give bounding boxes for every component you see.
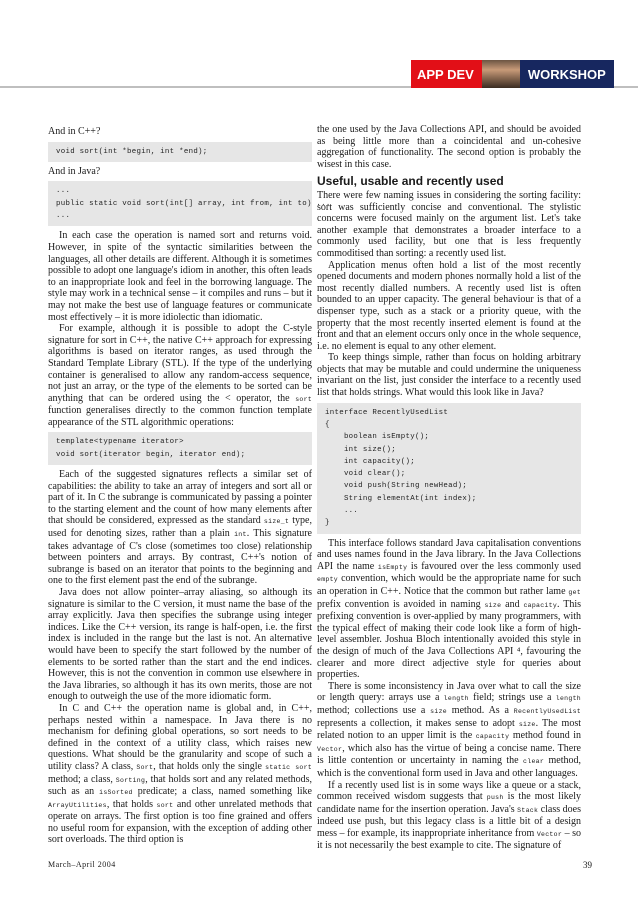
page-number: 39 — [583, 860, 592, 870]
left-column — [48, 124, 331, 846]
paragraph: In each case the operation is named sort and returns void. However, in spite of the syntactic similarities between the languages, all other details are different. Although it is sometimes possible to adopt one language's idiom in another, this often leads to an inappropriate look and feel in the borrowing language. The style may work in a technical sense – it compiles and runs – but it may not make the best use of language features or communicate most effectively – it is more idiolectic than idiomatic. — [48, 230, 312, 323]
paragraph: This interface follows standard Java capitalisation conventions and uses names found in the Java library. In the Java Collections API the name isEmpty is favoured over the less commonly used empty convention, which would be the appropriate name for such an operation in C++. Notice that the common but rather lame get prefix convention is avoided in naming size and capacity. This prefixing convention is over-applied by many programmers, with the typical effect of making their code look like a form of high-level assembler. Joshua Bloch intentionally avoided this style in the design of much of the Java Collections API ⁴, favouring the clearer and more direct adjective style for queries about properties. — [317, 537, 581, 681]
paragraph: In C and C++ the operation name is global and, in C++, perhaps nested within a namespace. In Java there is no mechanism for defining global operations, so sort needs to be defined in the context of a utility class, which raises new questions. What should be the granularity and scope of such a utility class? A class, Sort, that holds only the single static sort method; a class, Sorting, that holds sort and any related methods, such as an isSorted predicate; a class, named something like ArrayUtilities, that holds sort and other unrelated methods that operate on arrays. The first option is too fine grained and offers no useful room for expansion, with the exception of adding other sort overloads. The third option is — [48, 702, 312, 846]
paragraph: Application menus often hold a list of the most recently opened documents and modern phones normally hold a list of the most recently dialled numbers. A recently used list is often bounded to an upper capacity. The general behaviour is that of a dispenser type, such as a stack or a priority queue, with the property that the most recently inserted element is found at the front and that an element occurs only once in the whole sequence, i.e. no element is equal to any other element. — [317, 259, 581, 352]
author-photo-icon — [482, 60, 520, 88]
paragraph: the one used by the Java Collections API, and should be avoided as being little more than a coincidental and un-cohesive aggregation of functionality. The second option is probably the wisest in this case. — [317, 124, 581, 170]
badge-workshop: WORKSHOP — [520, 60, 614, 88]
issue-date: March–April 2004 — [48, 860, 116, 869]
question-cpp: And in C++? — [48, 126, 101, 137]
question-java: And in Java? — [48, 165, 101, 177]
paragraph: For example, although it is possible to adopt the C-style signature for sort in C++, the native C++ approach for expressing algorithms is based on iterator ranges, as used through the Standard Template Library (STL). If the type of the underlying container is generalised to allow any random-access sequence, not just an array, or the type of the elements to be sorted can be anything that can be ordered using the < operator, the sort function generalises directly to the common function template appearance of the STL algorithmic operations: — [48, 323, 312, 428]
code-recently-used-list: interface RecentlyUsedList { boolean isEmpty(); int size(); int capacity(); void clear(); void push(String newHead); String elementAt(int index); ... } — [317, 403, 581, 534]
code-cpp-sort: void sort(int *begin, int *end); — [48, 142, 312, 162]
paragraph: If a recently used list is in some ways like a queue or a stack, common received wisdom suggests that push is the most likely candidate name for the insertion operation. Java's Stack class does indeed use push, but this legacy class is a little bit of a design mess – for example, its inappropriate inheritance from Vector – so it is not necessarily the best example to cite. The signature of — [317, 779, 581, 852]
paragraph: There is some inconsistency in Java over what to call the size or length query: arrays use a length field; strings use a length method; collections use a size method. As a RecentlyUsedList represents a collection, it makes sense to adopt size. The most related notion to an upper limit is the capacity method found in Vector, which also has the virtue of being a concise name. There is little contention or uncertainty in naming the clear method, which is the conventional form used in Java and other languages. — [317, 680, 581, 779]
paragraph: There were few naming issues in considering the sorting facility: sort was sufficiently concise and conventional. The stylistic concerns were focused mainly on the argument list. Let's take another example that demonstrates a broader interface to a commonly used facility, but one that is less frequently commoditised than sorting: a recently used list. — [317, 189, 581, 259]
section-badge — [411, 60, 614, 88]
code-template-sort: template<typename iterator> void sort(iterator begin, iterator end); — [48, 432, 312, 465]
right-column — [317, 124, 581, 852]
badge-app-dev: APP DEV — [411, 60, 482, 88]
paragraph: To keep things simple, rather than focus on holding arbitrary objects that may be mutable and could undermine the uniqueness invariant on the list, just consider the interface to a recently used list that holds strings. What would this look like in Java? — [317, 352, 581, 399]
section-heading: Useful, usable and recently used — [317, 174, 504, 189]
paragraph: Each of the suggested signatures reflects a similar set of capabilities: the ability to take an array of integers and sort all or part of it. In C the subrange is communicated by passing a pointer to the starting element and the count of how many elements after that should be considered, expressed as the standard size_t type, used for denoting sizes, rather than a plain int. This signature takes advantage of C's close (sometimes too close) relationship between pointers and arrays. By contrast, C++'s notion of subrange is based on an iterator that points to the beginning and one to the first element past the end of the subrange. — [48, 469, 312, 587]
code-java-sort: ... public static void sort(int[] array, int from, int to) ... ... — [48, 181, 312, 226]
paragraph: Java does not allow pointer–array aliasing, so although its signature is similar to the C version, it must name the base of the array explicitly. Java then specifies the subrange using integer indices. Like the C++ version, its range is half-open, i.e. the first index is included in the range but the last is not. An alternative would have been to specify the start followed by the number of elements to be sorted rather than the start and the end indices. However, this is not the convention in common use elsewhere in the Java libraries, so although it has its own merits, those are not enough to outweigh the use of the more idiomatic form. — [48, 587, 312, 703]
